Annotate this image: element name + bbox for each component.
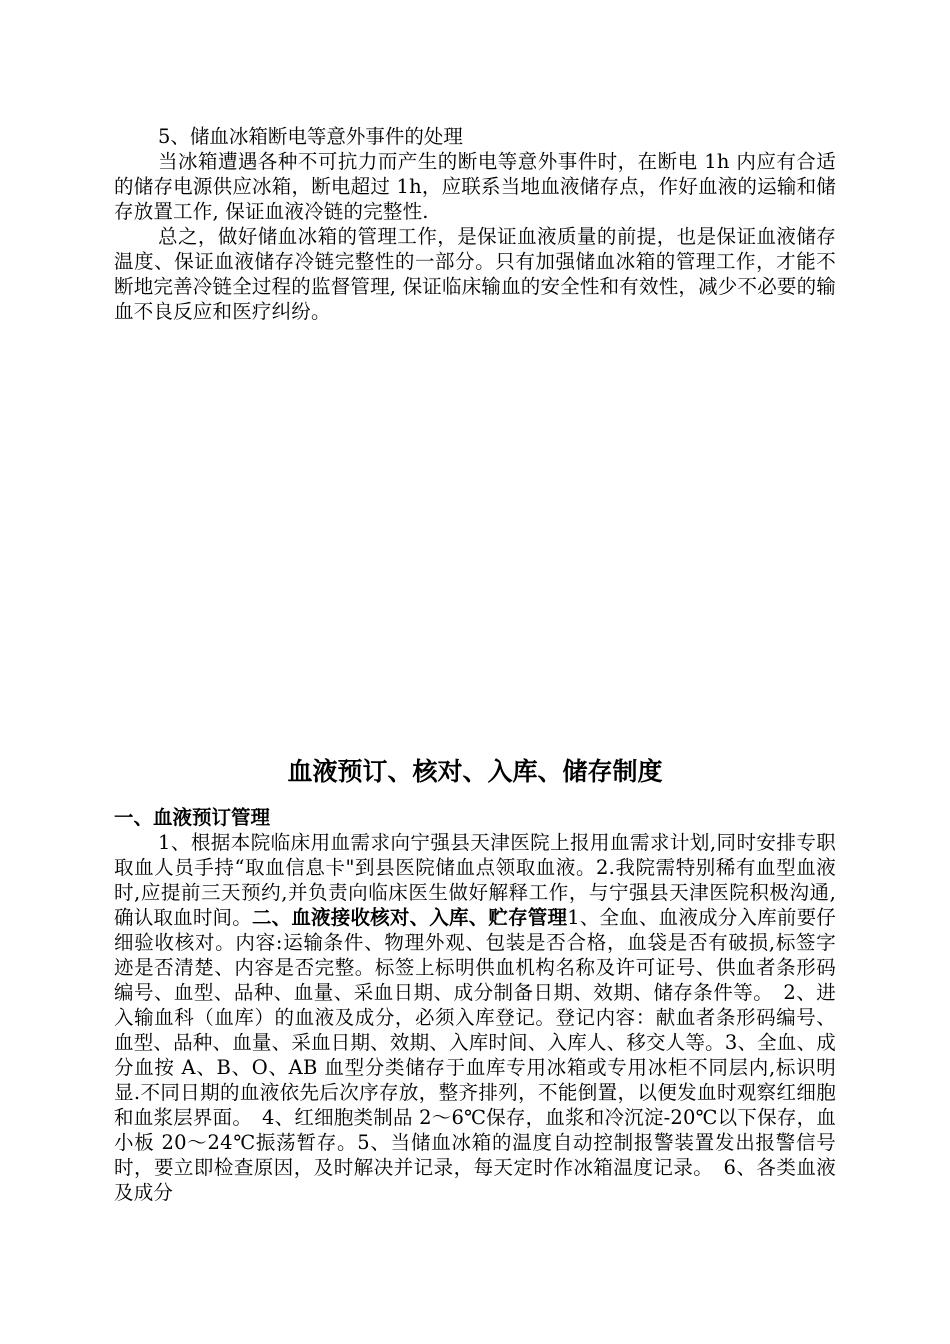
section-1-heading: 一、血液预订管理 — [114, 806, 271, 829]
section-2-heading-inline: 二、血液接收核对、入库、贮存管理 — [251, 906, 568, 929]
section-5-paragraph-2: 总之，做好储血冰箱的管理工作，是保证血液质量的前提，也是保证血液储存温度、保证血液储存冷链完整性的一部分。只有加强储血冰箱的管理工作，才能不断地完善冷链全过程的监督管理, 保证临床输血的安全性和有效性，减少不必要的输血不良反应和医疗纠纷。 — [114, 225, 836, 323]
body-part-1: 1、根据本院临床用血需求向宁强县天津医院上报用血需求计划,同时安排专职取血人员手持“取血信息卡"到县医院储血点领取血液。2.我院需特别稀有血型血液时,应提前三天预约,并负责向临床医生做好解释工作，与宁强县天津医院积极沟通,确认取血时间。 — [114, 831, 836, 929]
section-5-paragraph-1: 当冰箱遭遇各种不可抗力而产生的断电等意外事件时，在断电 1h 内应有合适的储存电源供应冰箱，断电超过 1h，应联系当地血液储存点，作好血液的运输和储存放置工作, 保证血液冷链的完整性. — [114, 150, 836, 223]
body-part-2: 1、全血、血液成分入库前要仔细验收核对。内容:运输条件、物理外观、包装是否合格，血袋是否有破损,标签字迹是否清楚、内容是否完整。标签上标明供血机构名称及许可证号、供血者条形码编号、血型、品种、血量、采血日期、成分制备日期、效期、储存条件等。 2、进入输血科（血库）的血液及成分，必须入库登记。登记内容：献血者条形码编号、血型、品种、血量、采血日期、效期、入库时间、入库人、移交人等。3、全血、成分血按 A、B、O、AB 血型分类储存于血库专用冰箱或专用冰柜不同层内,标识明显.不同日期的血液依先后次序存放，整齐排列，不能倒置，以便发血时观察红细胞和血浆层界面。 4、红细胞类制品 2～6℃保存，血浆和冷沉淀-20℃以下保存，血小板 20～24℃振荡暂存。5、当储血冰箱的温度自动控制报警装置发出报警信号时，要立即检查原因，及时解决并记录，每天定时作冰箱温度记录。 6、各类血液及成分 — [114, 906, 836, 1204]
document-title: 血液预订、核对、入库、储存制度 — [287, 757, 663, 786]
blood-policy-block — [114, 755, 836, 1205]
section-5-heading: 5、储血冰箱断电等意外事件的处理 — [158, 125, 463, 148]
policy-body-paragraph — [114, 830, 836, 1205]
section-5-block — [114, 124, 836, 324]
